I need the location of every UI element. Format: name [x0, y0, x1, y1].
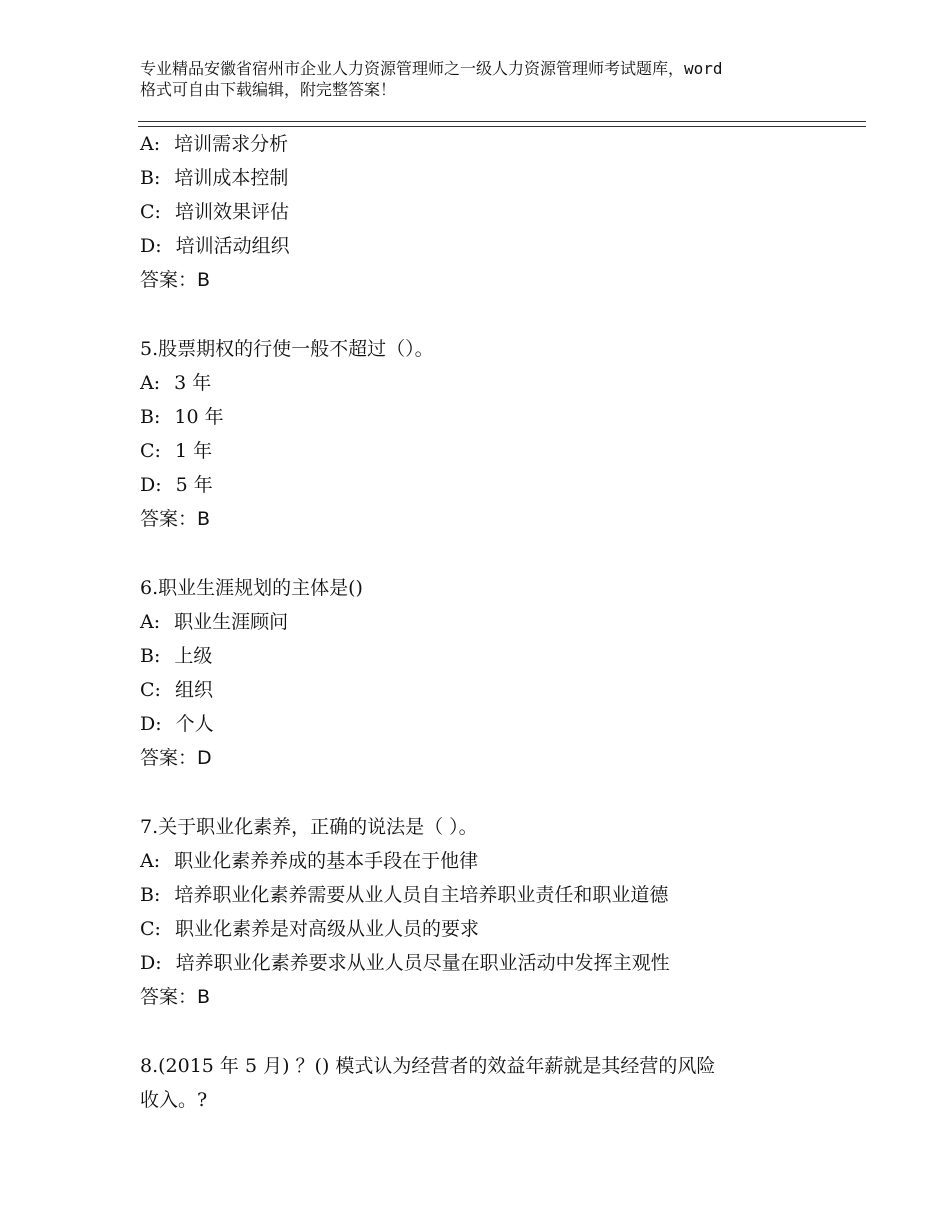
- q6-option-b: B: 上级: [140, 645, 213, 667]
- header-divider: [138, 121, 866, 127]
- question-5: 5.股票期权的行使一般不超过（）。: [140, 338, 434, 360]
- question-8-line-1: 8.(2015 年 5 月) ？() 模式认为经营者的效益年薪就是其经营的风险: [140, 1055, 716, 1077]
- q6-option-a: A: 职业生涯顾问: [140, 611, 289, 633]
- question-6: 6.职业生涯规划的主体是(): [140, 577, 363, 599]
- q5-option-d: D: 5 年: [140, 474, 213, 496]
- q7-option-b: B: 培养职业化素养需要从业人员自主培养职业责任和职业道德: [140, 884, 669, 906]
- q5-option-a: A: 3 年: [140, 372, 212, 394]
- document-header: [140, 58, 840, 100]
- question-7: 7.关于职业化素养，正确的说法是（ ）。: [140, 816, 478, 838]
- q7-option-c: C: 职业化素养是对高级从业人员的要求: [140, 918, 479, 940]
- q6-option-c: C: 组织: [140, 679, 213, 701]
- q5-option-c: C: 1 年: [140, 440, 213, 462]
- q6-answer: 答案：D: [140, 747, 212, 769]
- q7-answer: 答案：B: [140, 986, 211, 1008]
- q7-option-d: D: 培养职业化素养要求从业人员尽量在职业活动中发挥主观性: [140, 952, 670, 974]
- option-a: A: 培训需求分析: [140, 133, 289, 155]
- q5-answer: 答案：B: [140, 508, 211, 530]
- option-b: B: 培训成本控制: [140, 167, 289, 189]
- option-c: C: 培训效果评估: [140, 201, 289, 223]
- q7-option-a: A: 职业化素养养成的基本手段在于他律: [140, 850, 479, 872]
- q6-option-d: D: 个人: [140, 713, 214, 735]
- header-line-1: 专业精品安徽省宿州市企业人力资源管理师之一级人力资源管理师考试题库，word: [140, 59, 723, 78]
- answer-line: 答案：B: [140, 269, 211, 291]
- header-line-2: 格式可自由下载编辑，附完整答案！: [140, 80, 397, 99]
- q5-option-b: B: 10 年: [140, 406, 224, 428]
- option-d: D: 培训活动组织: [140, 235, 290, 257]
- question-8-line-2: 收入。?: [140, 1089, 208, 1111]
